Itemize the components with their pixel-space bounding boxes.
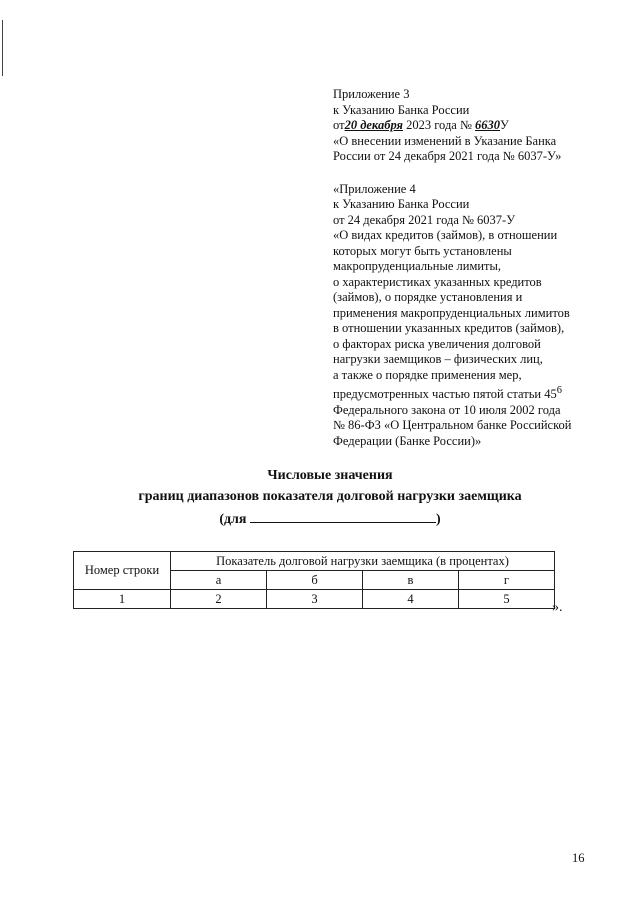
inner-appendix-line: «О видах кредитов (займов), в отношении [333, 228, 558, 242]
inner-appendix-line: к Указанию Банка России [333, 197, 470, 211]
inner-appendix-line: в отношении указанных кредитов (займов), [333, 321, 565, 335]
column-number-1: 1 [74, 590, 171, 609]
inner-appendix-line: от 24 декабря 2021 года № 6037-У [333, 212, 516, 227]
article-superscript: 6 [556, 385, 562, 396]
inner-appendix-line: о факторах риска увеличения долговой [333, 336, 541, 351]
column-header-b: б [267, 571, 363, 590]
heading-line-2: границ диапазонов показателя долговой нагрузки заемщика [138, 489, 522, 504]
table-row [74, 590, 555, 609]
inner-appendix-line: нагрузки заемщиков – физических лиц, [333, 352, 543, 366]
closing-quote: ». [552, 600, 563, 615]
inner-appendix-line: (займов), о порядке установления и [333, 290, 523, 304]
column-header-g: г [459, 571, 555, 590]
year-and-number-label: 2023 года № [406, 118, 472, 132]
appendix-subject-2: России от 24 декабря 2021 года № 6037-У» [333, 149, 562, 163]
date-prefix: от [333, 118, 345, 132]
inner-appendix-line: о характеристиках указанных кредитов [333, 274, 542, 289]
appendix-header [333, 87, 623, 449]
fill-in-blank [250, 510, 436, 523]
inner-appendix-line: применения макропруденциальных лимитов [333, 305, 570, 320]
scan-edge-line [2, 20, 3, 76]
appendix-title: Приложение 3 [333, 87, 410, 101]
heading-for-prefix: (для [219, 512, 247, 527]
debt-load-table [73, 551, 555, 609]
inner-appendix-line: а также о порядке применения мер, [333, 367, 522, 382]
column-number-5: 5 [459, 590, 555, 609]
column-header-a: а [171, 571, 267, 590]
inner-appendix-line: Федерации (Банке России)» [333, 433, 482, 448]
heading-line-3 [60, 510, 600, 528]
inner-appendix-line: № 86-ФЗ «О Центральном банке Российской [333, 418, 572, 433]
inner-appendix-line: макропруденциальные лимиты, [333, 259, 502, 273]
handwritten-date: 20 декабря [344, 118, 403, 132]
inner-appendix-line: которых могут быть установлены [333, 243, 512, 258]
handwritten-number: 6630 [475, 118, 501, 132]
heading-line-1: Числовые значения [267, 468, 393, 483]
inner-appendix-line: предусмотренных частью пятой статьи $45^6$ [333, 385, 562, 402]
indicator-group-header: Показатель долговой нагрузки заемщика (в процентах) [171, 552, 555, 571]
appendix-ref: к Указанию Банка России [333, 102, 470, 117]
column-number-2: 2 [171, 590, 267, 609]
column-header-v: в [363, 571, 459, 590]
heading-for-suffix: ) [436, 512, 441, 527]
column-number-4: 4 [363, 590, 459, 609]
table-header-row [74, 552, 555, 571]
row-number-header: Номер строки [74, 552, 171, 590]
inner-appendix-line: «Приложение 4 [333, 181, 416, 196]
page-number: 16 [572, 851, 585, 865]
appendix-subject-1: «О внесении изменений в Указание Банка [333, 133, 557, 148]
column-number-3: 3 [267, 590, 363, 609]
inner-appendix-line: Федерального закона от 10 июля 2002 года [333, 402, 561, 417]
appendix-date-line [333, 118, 623, 134]
number-suffix: У [500, 118, 509, 132]
